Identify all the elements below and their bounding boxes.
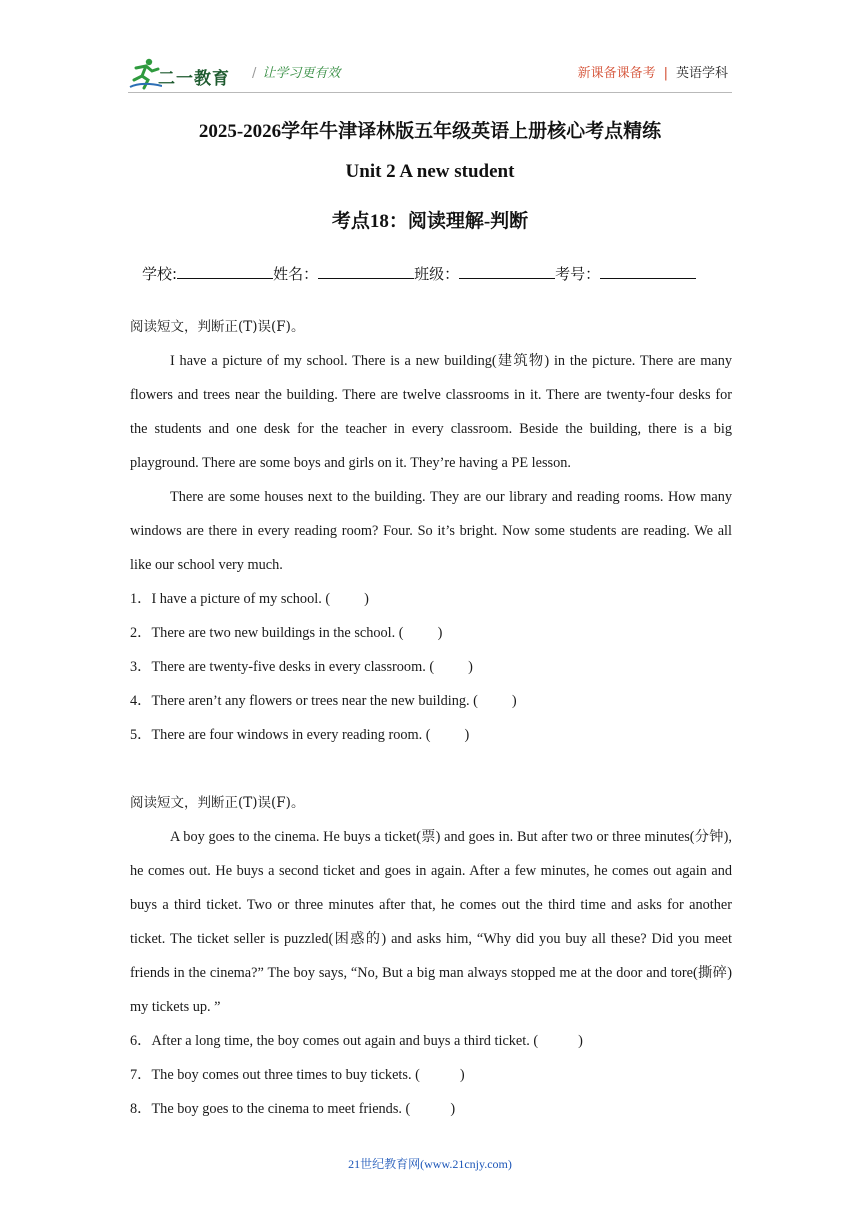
question-text: There are two new buildings in the school. ( [151,625,404,641]
question-number: 5． [130,727,152,743]
section2-paragraph-1: A boy goes to the cinema. He buys a ticket(票) and goes in. But after two or three minutes(分钟), he comes out. He buys a second ticket and goes in again. After a few minutes, he comes out again and buys a third ticket. Two or three minutes after that, he comes out the third time and asks for another ticket. The ticket seller is puzzled(困惑的) and asks him, “Why did you buy all these? Did you meet friends in the cinema?” The boy says, “No, But a big man always stopped me at the door and tore(撕碎) my tickets up. ” [130,829,732,1015]
question-5 [130,718,732,752]
logo [128,56,240,90]
closing-paren: ) [511,693,517,709]
question-6 [130,1024,732,1058]
question-text: The boy comes out three times to buy tickets. ( [151,1067,420,1083]
question-number: 4． [130,693,152,709]
page-header [128,50,728,90]
question-3 [130,650,732,684]
class-label: 班级： [414,265,460,283]
closing-paren: ) [459,1067,465,1083]
section1-paragraph-1: I have a picture of my school. There is a new building(建筑物) in the picture. There are many flowers and trees near the building. There are twelve classrooms in it. There are twenty-four desks for the students and one desk for the teacher in every classroom. Beside the building, there is a big playground. There are some boys and girls on it. They’re having a PE lesson. [130,353,732,471]
question-text: After a long time, the boy comes out again and buys a third ticket. ( [151,1033,539,1049]
exam-number-blank [600,264,696,279]
page-title: 2025-2026学年牛津译林版五年级英语上册核心考点精练 [198,121,662,142]
document-body [130,310,732,1126]
question-number: 1． [130,591,152,607]
class-blank [459,264,555,279]
question-text: There aren’t any flowers or trees near the new building. ( [151,693,478,709]
question-number: 8． [130,1101,152,1117]
closing-paren: ) [468,659,473,675]
question-2 [130,616,732,650]
name-label: 姓名： [273,265,319,283]
question-1 [130,582,732,616]
section1-paragraph-2: There are some houses next to the building. They are our library and reading rooms. How many windows are there in every reading room? Four. So it’s bright. Now some students are reading. We all like our school very much. [130,489,732,573]
section2-instruction: 阅读短文，判断正(T)误(F)。 [130,795,305,811]
closing-paren: ) [450,1101,456,1117]
question-text: There are four windows in every reading room. ( [151,727,431,743]
unit-title: Unit 2 A new student [345,161,515,182]
question-number: 6． [130,1033,152,1049]
exam-number-label: 考号： [555,265,601,283]
question-text: I have a picture of my school. ( [151,591,331,607]
question-text: There are twenty-five desks in every classroom. ( [151,659,435,675]
page-footer: 21世纪教育网(www.21cnjy.com) [348,1157,512,1171]
question-8 [130,1092,732,1126]
question-7 [130,1058,732,1092]
closing-paren: ) [578,1033,583,1049]
section1-instruction: 阅读短文，判断正(T)误(F)。 [130,319,305,335]
question-text: The boy goes to the cinema to meet friends. ( [151,1101,411,1117]
runner-logo-icon [128,56,162,90]
header-separator: | [663,66,668,81]
section-gap [130,752,732,786]
closing-paren: ) [464,727,470,743]
question-4 [130,684,732,718]
subject-text: 英语学科 [675,66,728,81]
school-blank [177,264,273,279]
question-number: 7． [130,1067,152,1083]
name-blank [318,264,414,279]
topic-title: 考点18：阅读理解-判断 [331,211,529,232]
slogan: / 让学习更有效 [252,66,341,81]
slogan-text: 让学习更有效 [262,66,341,81]
logo-text: 二一教育 [158,69,230,89]
student-info-line [142,263,696,284]
header-divider [128,92,732,93]
brand-text: 新课备课备考 [577,66,656,81]
question-number: 2． [130,625,152,641]
closing-paren: ) [437,625,443,641]
school-label: 学校: [142,265,178,283]
header-right [578,62,728,81]
question-number: 3． [130,659,152,675]
closing-paren: ) [364,591,369,607]
